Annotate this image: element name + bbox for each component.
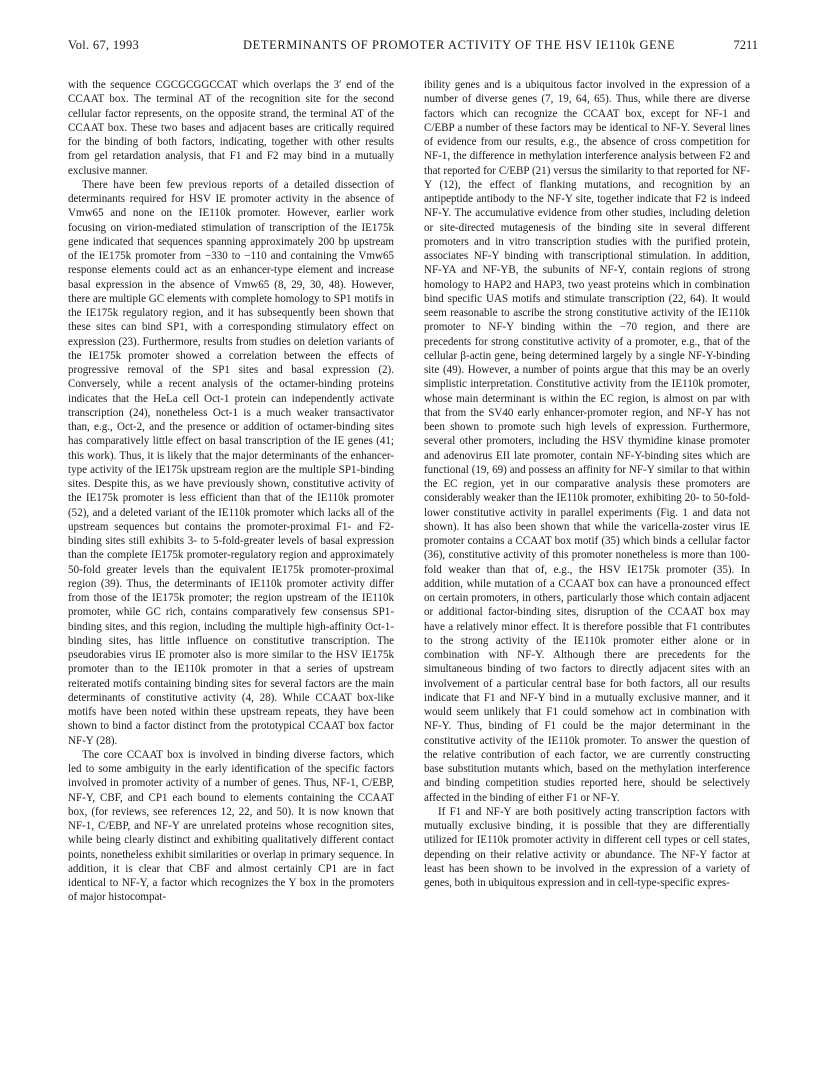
left-column	[68, 78, 394, 905]
paragraph: There have been few previous reports of a detailed dissection of determinants required for HSV IE promoter activity in the absence of Vmw65 and none on the IE110k promoter. However, earlier work focusing on virion-mediated stimulation of transcription of the IE175k gene indicated that sequences spanning approximately 200 bp upstream of the IE175k promoter from −330 to −110 and containing the Vmw65 response elements could act as an enhancer-type element and increase basal expression in the absence of Vmw65 (8, 29, 30, 48). However, there are multiple GC elements with complete homology to SP1 motifs in the IE175k regulatory region, and it has subsequently been shown that these sites can bind SP1, with a corresponding stimulatory effect on expression (23). Furthermore, results from studies on deletion variants of the IE175k promoter showed a correlation between the effects of progressive removal of the SP1 sites and basal expression (2). Conversely, while a recent analysis of the octamer-binding proteins indicates that the HeLa cell Oct-1 protein can independently activate transcription (24), nonetheless Oct-1 is a much weaker transactivator than, e.g., Oct-2, and the presence or addition of octamer-binding sites has comparatively little effect on basal transcription of the IE genes (41; this work). Thus, it is likely that the major determinants of the enhancer-type activity of the IE175k upstream region are the multiple SP1-binding sites. Despite this, as we have previously shown, constitutive activity of the IE175k promoter is less efficient than that of the IE110k promoter (52), and a deleted variant of the IE110k promoter which lacks all of the upstream sequences but contains the promoter-proximal F1- and F2-binding sites still exhibits 3- to 5-fold-greater levels of basal expression than the complete IE175k promoter-regulatory region and approximately 50-fold greater levels than the equivalent IE175k promoter-proximal region (39). Thus, the determinants of IE110k promoter activity differ from those of the IE175k promoter; the region upstream of the IE110k promoter, while GC rich, contains comparatively few consensus SP1-binding sites, and this region, including the multiple high-affinity Oct-1-binding sites, has little influence on constitutive transcription. The pseudorabies virus IE promoter also is more similar to the HSV IE175k promoter than to the IE110k promoter in that a series of upstream reiterated motifs containing binding sites for several factors are the main determinants of constitutive activity (4, 28). While CCAAT box-like motifs have been noted within these upstream repeats, they have been shown to bind a factor distinct from the prototypical CCAAT box factor NF-Y (28).	[68, 178, 394, 747]
paragraph: with the sequence CGCGCGGCCAT which overlaps the 3′ end of the CCAAT box. The terminal AT of the recognition site for the second cellular factor represents, on the opposite strand, the terminal AT of the CCAAT box. These two bases and adjacent bases are critically required for the binding of both factors, indicating, together with other results from gel retardation analysis, that F1 and F2 may bind in a mutually exclusive manner.	[68, 79, 394, 177]
paragraph: ibility genes and is a ubiquitous factor involved in the expression of a number of diverse genes (7, 19, 64, 65). Thus, while there are diverse factors which can recognize the CCAAT box, except for NF-1 and C/EBP a number of these factors may be identical to NF-Y. Several lines of evidence from our results, e.g., the absence of cross competition for NF-1, the difference in methylation interference analysis between F2 and that reported for C/EBP (21) versus the similarity to that reported for NF-Y (12), the effect of flanking mutations, and recognition by an antipeptide antibody to the NF-Y site, together indicate that F2 is indeed NF-Y. The accumulative evidence from other studies, including deletion or site-directed mutagenesis of the binding site in several different promoters and in vitro transcription studies with the purified protein, associates NF-Y binding with transcriptional stimulation. In addition, NF-YA and NF-YB, the subunits of NF-Y, contain regions of strong homology to HAP2 and HAP3, two yeast proteins which in combination bind specific UAS motifs and stimulate transcription (22, 64). It would seem reasonable to ascribe the strong constitutive activity of the IE110k promoter to NF-Y binding within the −70 region, and there are precedents for strong constitutive activity of a promoter, e.g., that of the cellular β-actin gene, being determined largely by a single NF-Y-binding site (49). However, a number of points argue that this may be an overly simplistic interpretation. Constitutive activity from the IE110k promoter, whose main determinant is within the EC region, is almost on par with that from the SV40 early enhancer-promoter region, and NF-Y has not been shown to promote such high levels of expression. Furthermore, several other promoters, including the HSV thymidine kinase promoter and adenovirus EII late promoter, contain NF-Y-binding sites which are functional (19, 69) and possess an affinity for NF-Y similar to that within the EC region, yet in our comparative analysis these promoters are considerably weaker than the IE110k promoter, exhibiting 20- to 50-fold-lower constitutive activity in parallel experiments (Fig. 1 and data not shown). It has also been shown that while the varicella-zoster virus IE promoter contains a CCAAT box motif (35) which binds a cellular factor (36), constitutive activity of this promoter nonetheless is more than 100-fold weaker than that of, e.g., the HSV IE175k promoter (35). In addition, while mutation of a CCAAT box can have a pronounced effect on certain promoters, in others, particularly those which contain adjacent or additional factor-binding sites, disruption of the CCAAT box may have a relatively minor effect. It is therefore possible that F1 contributes to the strong activity of the IE110k promoter either alone or in combination with NF-Y. Although there are precedents for the simultaneous binding of two factors to directly adjacent sites with an involvement of a particular central base for both factors, all our results indicate that F1 and NF-Y bind in a mutually exclusive manner, and it would seem unlikely that F1 could somehow act in combination with NF-Y. Thus, binding of F1 could be the major determinant in the constitutive activity of the IE110k promoter. To answer the question of the relative contribution of each factor, we are currently constructing base substitution mutants which, based on the methylation interference and binding competition studies reported here, should be selectively affected in the binding of either F1 or NF-Y.	[424, 79, 750, 804]
right-column	[424, 78, 750, 890]
page-number: 7211	[733, 38, 758, 52]
running-title: DETERMINANTS OF PROMOTER ACTIVITY OF THE HSV IE110k GENE	[243, 38, 676, 52]
volume-label: Vol. 67, 1993	[68, 38, 140, 52]
paragraph: The core CCAAT box is involved in binding diverse factors, which led to some ambiguity in the early identification of the specific factors involved in promoter activity of a number of genes. Thus, NF-1, C/EBP, NF-Y, CBF, and CP1 each bound to elements containing the CCAAT box, (for reviews, see references 12, 22, and 50). It is now known that NF-1, C/EBP, and NF-Y are unrelated proteins whose recognition sites, while being clearly distinct and exhibiting qualitatively different contact points, nonetheless exhibit similarities or overlap in primary sequence. In addition, it is clear that CBF and almost certainly CP1 are in fact identical to NF-Y, a factor which recognizes the Y box in the promoters of major histocompat-	[68, 748, 394, 904]
paragraph: If F1 and NF-Y are both positively acting transcription factors with mutually exclusive binding, it is possible that they are differentially utilized for IE110k promoter activity in different cell types or cell states, depending on their relative activity or abundance. The NF-Y factor at least has been shown to be involved in the expression of a variety of genes, both in ubiquitous expression and in cell-type-specific expres-	[424, 805, 750, 889]
running-header	[68, 38, 758, 58]
